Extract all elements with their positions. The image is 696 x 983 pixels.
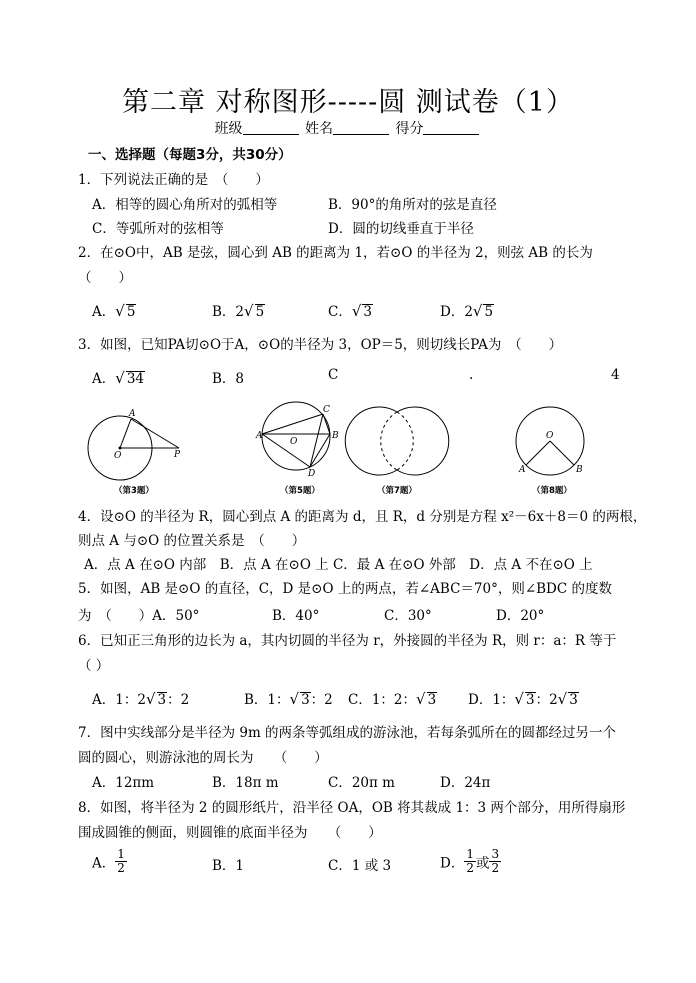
q1-option-b: B．90°的角所对的弦是直径 bbox=[328, 197, 497, 213]
svg-text:B: B bbox=[332, 431, 339, 441]
svg-text:A: A bbox=[256, 431, 263, 441]
q3-option-a: A．√ 34 bbox=[92, 369, 144, 387]
q3-option-b: B．8 bbox=[212, 371, 245, 387]
section-heading: 一、选择题（每题3分，共30分） bbox=[88, 147, 292, 163]
svg-text:D: D bbox=[308, 469, 316, 479]
q4-options: A．点 A 在⊙O 内部 B．点 A 在⊙O 上 C．最 A 在⊙O 外部 D．点 A 不在⊙O 上 bbox=[84, 557, 593, 573]
q6-option-a: A．1：2√ 3：2 bbox=[92, 690, 190, 708]
name-blank[interactable] bbox=[333, 121, 389, 135]
q3-option-d: 4 bbox=[611, 367, 620, 383]
svg-text:O: O bbox=[546, 431, 554, 441]
score-blank[interactable] bbox=[423, 121, 479, 135]
q5-stem-line2: 为 （ ）A．50° bbox=[78, 608, 200, 624]
q5-option-c: C．30° bbox=[384, 608, 432, 624]
student-info-line bbox=[0, 118, 696, 138]
q8-stem-line2: 围成圆锥的侧面，则圆锥的底面半径为 （ ） bbox=[78, 825, 382, 841]
figure-8-caption: （第8题） bbox=[532, 486, 572, 496]
q1-stem: 1．下列说法正确的是 （ ） bbox=[78, 172, 269, 188]
figure-8 bbox=[516, 407, 584, 475]
score-label: 得分 bbox=[395, 121, 424, 137]
svg-text:A: A bbox=[129, 409, 136, 419]
svg-text:O: O bbox=[114, 451, 122, 461]
q8-stem-line1: 8．如图，将半径为 2 的圆形纸片，沿半径 OA，OB 将其裁成 1：3 两个部分，用所得扇形 bbox=[78, 800, 626, 816]
svg-text:O: O bbox=[290, 437, 298, 447]
q6-option-b: B．1：√ 3：2 bbox=[244, 690, 333, 708]
svg-text:A: A bbox=[519, 465, 526, 475]
page-title: 第二章 对称图形-----圆 测试卷（1） bbox=[122, 87, 574, 118]
q2-stem-line2: （ ） bbox=[78, 270, 132, 286]
q8-option-b: B．1 bbox=[212, 858, 245, 874]
q7-option-c: C．20π m bbox=[328, 775, 395, 791]
q3-stem: 3．如图，已知PA切⊙O于A，⊙O的半径为 3，OP＝5，则切线长PA为 （ ） bbox=[78, 337, 563, 353]
q3-dot: . bbox=[469, 367, 474, 383]
q2-stem-line1: 2．在⊙O中，AB 是弦，圆心到 AB 的距离为 1，若⊙O 的半径为 2，则弦 AB 的长为 bbox=[78, 245, 593, 261]
figure-3 bbox=[88, 409, 181, 480]
q8-option-d: D． $\frac{1}{2}$ 或 $\frac{3}{2}$ bbox=[440, 847, 500, 875]
q5-option-b: B．40° bbox=[272, 608, 320, 624]
q5-stem-line1: 5．如图，AB 是⊙O 的直径，C，D 是⊙O 上的两点，若∠ABC＝70°，则∠BDC 的度数 bbox=[78, 581, 613, 597]
q2-option-c: C．√ 3 bbox=[328, 302, 372, 320]
q3-option-c: C bbox=[328, 367, 339, 383]
q8-option-c: C．1 或 3 bbox=[328, 858, 392, 874]
name-label: 姓名 bbox=[305, 121, 333, 137]
svg-text:C: C bbox=[323, 405, 330, 415]
q4-stem-line2: 则点 A 与⊙O 的位置关系是 （ ） bbox=[78, 533, 306, 549]
figure-5 bbox=[255, 402, 339, 479]
q6-stem-line1: 6．已知正三角形的边长为 a，其内切圆的半径为 r，外接圆的半径为 R，则 r：a：R 等于 bbox=[78, 633, 617, 649]
q6-stem-line2: （ ） bbox=[78, 658, 110, 674]
q7-stem-line1: 7．图中实线部分是半径为 9m 的两条等弧组成的游泳池，若每条弧所在的圆都经过另一个 bbox=[78, 725, 617, 741]
class-blank[interactable] bbox=[243, 121, 299, 135]
q1-option-a: A．相等的圆心角所对的弧相等 bbox=[92, 197, 278, 213]
figure-5-caption: （第5题） bbox=[280, 486, 320, 496]
q5-option-d: D．20° bbox=[496, 608, 545, 624]
class-label: 班级 bbox=[214, 121, 243, 137]
q7-option-b: B．18π m bbox=[212, 775, 279, 791]
q1-option-c: C．等弧所对的弦相等 bbox=[92, 221, 224, 237]
svg-text:P: P bbox=[174, 450, 181, 460]
q2-option-a: A．√ 5 bbox=[92, 302, 136, 320]
q7-option-d: D．24π bbox=[440, 775, 491, 791]
q2-option-b: B．2√ 5 bbox=[212, 302, 265, 320]
svg-text:B: B bbox=[576, 465, 583, 475]
q7-stem-line2: 圆的圆心，则游泳池的周长为 （ ） bbox=[78, 750, 328, 766]
figure-7-caption: （第7题） bbox=[377, 486, 417, 496]
q1-option-d: D．圆的切线垂直于半径 bbox=[328, 221, 474, 237]
q6-option-d: D．1：√ 3：2√ 3 bbox=[468, 690, 578, 708]
q2-option-d: D．2√ 5 bbox=[440, 302, 494, 320]
q8-option-a: A． $\frac{1}{2}$ bbox=[92, 847, 125, 875]
figure-7 bbox=[345, 407, 448, 475]
q7-option-a: A．12πm bbox=[92, 775, 155, 791]
figure-3-caption: （第3题） bbox=[114, 486, 154, 496]
q6-option-c: C．1：2：√ 3 bbox=[348, 690, 437, 708]
q4-stem-line1: 4．设⊙O 的半径为 R，圆心到点 A 的距离为 d，且 R，d 分别是方程 x²－6x＋8＝0 的两根， bbox=[78, 509, 647, 525]
